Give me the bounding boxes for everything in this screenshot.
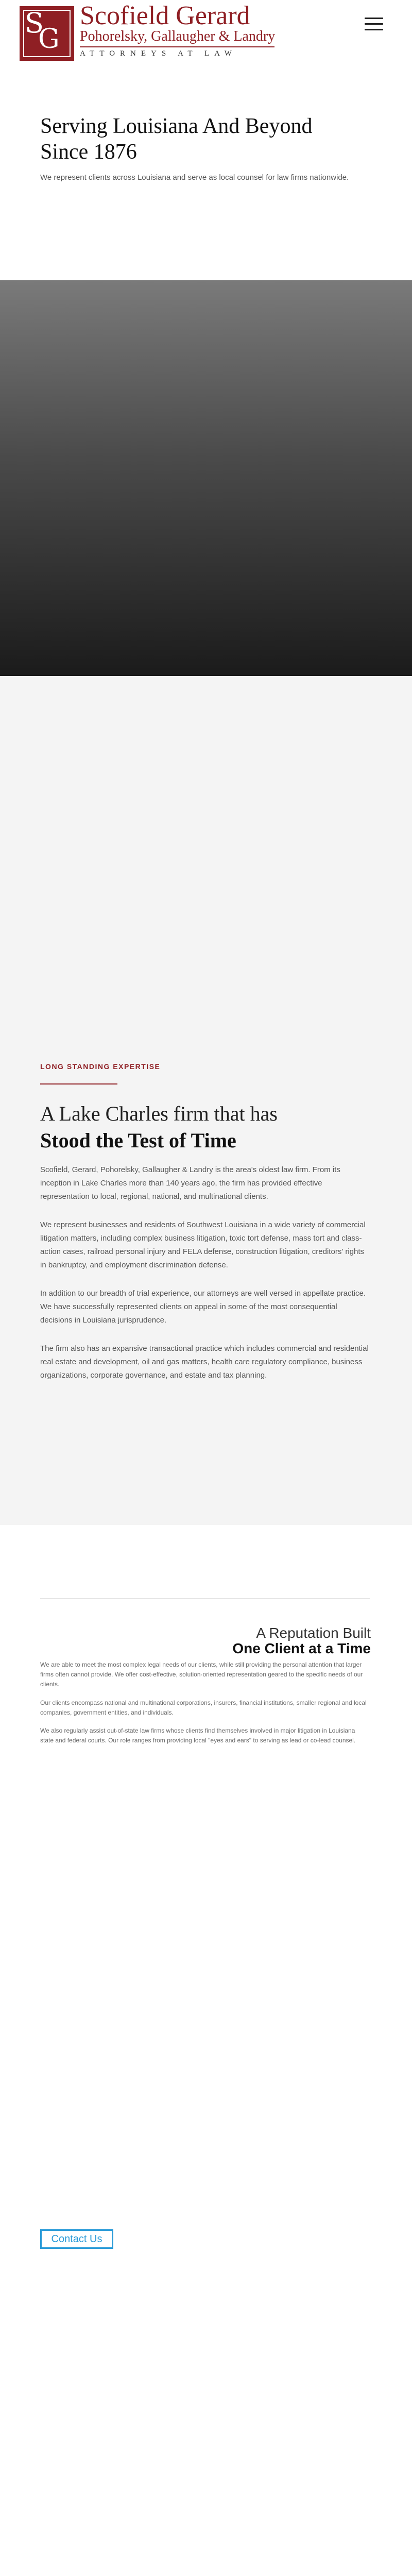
section-divider bbox=[40, 1598, 370, 1599]
logo-firm-partners: Pohorelsky, Gallaugher & Landry bbox=[80, 28, 276, 44]
logo-firm-name[interactable]: Scofield Gerard bbox=[80, 1, 250, 30]
hero-banner-image bbox=[0, 280, 412, 676]
logo-mark-s: S bbox=[25, 7, 44, 39]
about-section-background bbox=[0, 676, 412, 1525]
about-title-line1: A Lake Charles firm that has bbox=[40, 1102, 278, 1125]
eyebrow-divider bbox=[40, 1083, 117, 1084]
reputation-title-line1: A Reputation Built bbox=[256, 1625, 371, 1641]
about-title-line2: Stood the Test of Time bbox=[40, 1129, 236, 1152]
hamburger-menu-icon[interactable] bbox=[365, 18, 383, 32]
contact-us-button[interactable]: Contact Us bbox=[40, 2229, 113, 2249]
reputation-title-line2: One Client at a Time bbox=[232, 1640, 371, 1656]
reputation-paragraph: We are able to meet the most complex legal needs of our clients, while still providing the personal attention that larger firms often cannot provide. We offer cost-effective, solution-oriented representation geared to the specific needs of our clients. bbox=[40, 1661, 363, 1688]
logo-mark-g: G bbox=[38, 24, 60, 55]
menu-bar bbox=[365, 29, 383, 30]
logo-tagline: ATTORNEYS AT LAW bbox=[80, 49, 237, 58]
menu-bar bbox=[365, 18, 383, 19]
about-paragraph: We represent businesses and residents of Southwest Louisiana in a wide variety of commercial litigation matters, including complex business litigation, toxic tort defense, mass tort and class-action cases, railroad personal injury and FELA defense, construction litigation, creditors' rights in bankruptcy, and employment discrimination defense. bbox=[40, 1221, 366, 1269]
about-paragraph: Scofield, Gerard, Pohorelsky, Gallaugher & Landry is the area's oldest law firm. From its inception in Lake Charles more than 140 years ago, the firm has provided effective representation to local, regional, national, and multinational clients. bbox=[40, 1165, 340, 1201]
about-paragraph: The firm also has an expansive transactional practice which includes commercial and residential real estate and development, oil and gas matters, health care regulatory compliance, business organizations, corporate governance, and estate and tax planning. bbox=[40, 1344, 369, 1380]
section-eyebrow: LONG STANDING EXPERTISE bbox=[40, 1062, 161, 1071]
menu-bar bbox=[365, 23, 383, 25]
about-paragraph: In addition to our breadth of trial experience, our attorneys are well versed in appellate practice. We have successfully represented clients on appeal in some of the most consequential decisions in Louisiana jurisprudence. bbox=[40, 1289, 366, 1325]
hero-title: Serving Louisiana And Beyond Since 1876 bbox=[40, 114, 313, 164]
logo-mark[interactable] bbox=[20, 6, 74, 61]
logo-divider bbox=[80, 46, 274, 47]
reputation-paragraph: Our clients encompass national and multinational corporations, insurers, financial institutions, smaller regional and local companies, government entities, and individuals. bbox=[40, 1699, 367, 1716]
hero-subtitle: We represent clients across Louisiana and serve as local counsel for law firms nationwide. bbox=[40, 173, 349, 182]
reputation-paragraph: We also regularly assist out-of-state law firms whose clients find themselves involved in major litigation in Louisiana state and federal courts. Our role ranges from providing local "eyes and ears" to serving as lead or co-lead counsel. bbox=[40, 1727, 356, 1744]
